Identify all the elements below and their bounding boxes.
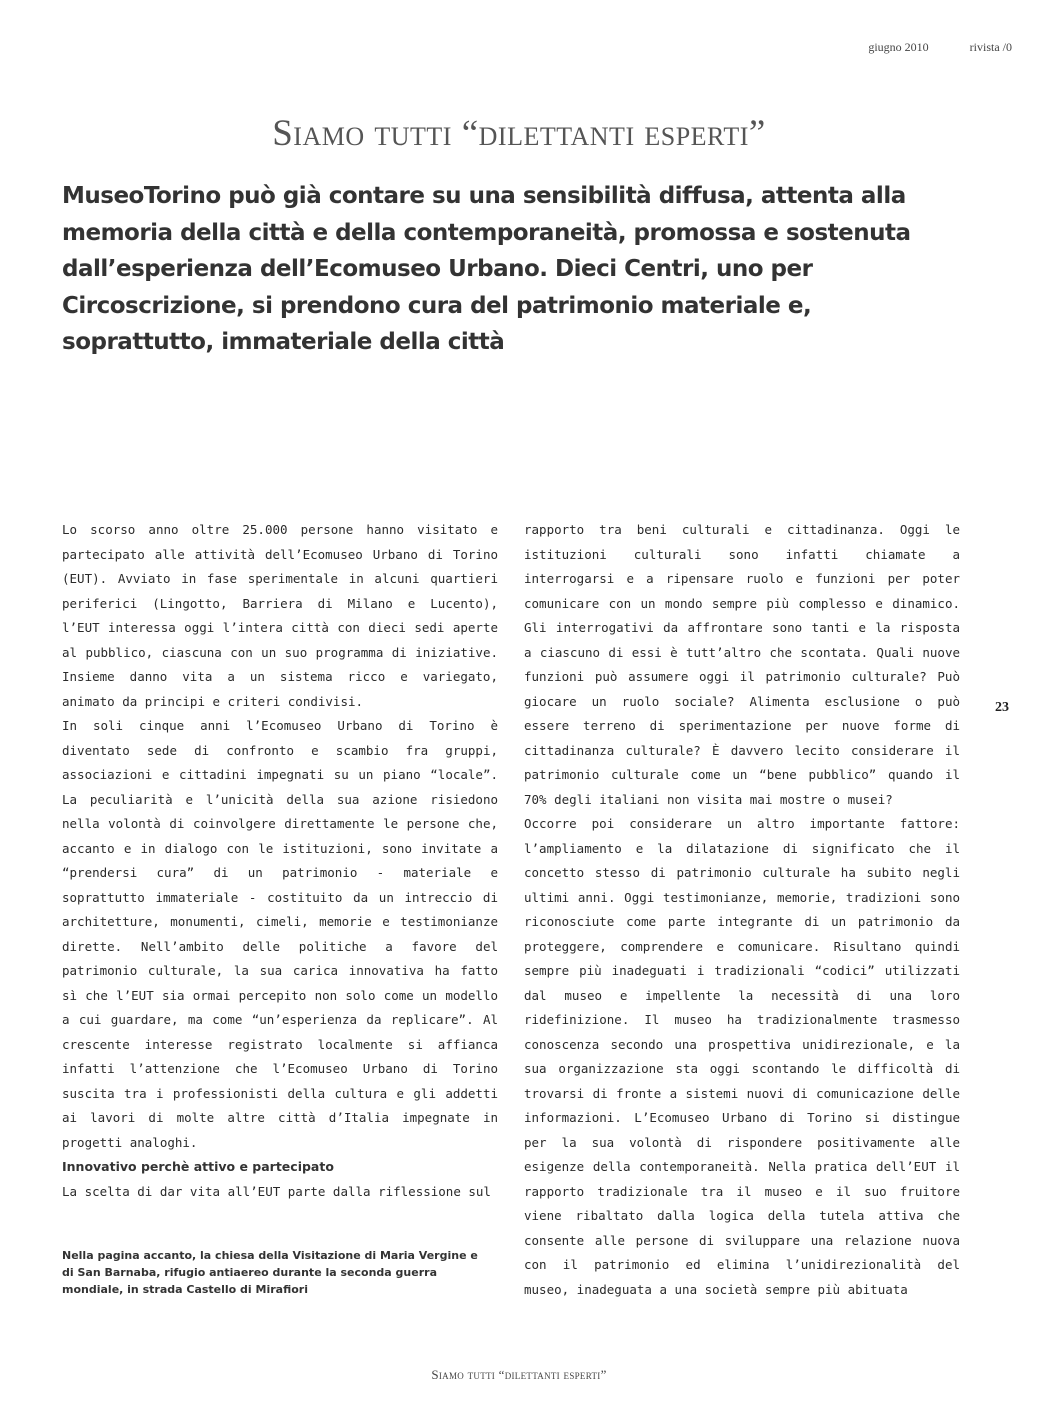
photo-caption: Nella pagina accanto, la chiesa della Visitazione di Maria Vergine e di San Barnaba, rifugio antiaereo durante la seconda guerra mondiale, in strada Castello di Mirafiori <box>62 1249 478 1296</box>
body-paragraph: La scelta di dar vita all’EUT parte dalla riflessione sul <box>62 1183 491 1199</box>
body-column-left <box>62 518 498 1204</box>
page-number: 23 <box>995 700 1009 715</box>
body-paragraph: Lo scorso anno oltre 25.000 persone hanno visitato e partecipato alle attività dell’Ecomuseo Urbano di Torino (EUT). Avviato in fase sperimentale in alcuni quartieri periferici (Lingotto, Barriera di Milano e Lucento), l’EUT interessa oggi l’intera città con dieci sedi aperte al pubblico, ciascuna con un suo programma di iniziative. Insieme danno vita a un sistema ricco e variegato, animato da principi e criteri condivisi. <box>62 522 498 709</box>
body-paragraph: In soli cinque anni l’Ecomuseo Urbano di Torino è diventato sede di confronto e scambio fra gruppi, associazioni e cittadini impegnati su un piano “locale”. La peculiarità e l’unicità della sua azione risiedono nella volontà di coinvolgere direttamente le persone che, accanto e in dialogo con le istituzioni, sono invitate a “prendersi cura” di un patrimonio - materiale e soprattutto immateriale - costituito da un intreccio di architetture, monumenti, cimeli, memorie e testimonianze dirette. Nell’ambito delle politiche a favore del patrimonio culturale, la sua carica innovativa ha fatto sì che l’EUT sia ormai percepito non solo come un modello a cui guardare, ma come “un’esperienza da replicare”. Al crescente interesse registrato localmente si affianca infatti l’attenzione che l’Ecomuseo Urbano di Torino suscita tra i professionisti della cultura e gli addetti ai lavori di molte altre città d’Italia impegnate in progetti analoghi. <box>62 718 498 1150</box>
issue-number: rivista /0 <box>969 40 1012 54</box>
running-footer: Siamo tutti “dilettanti esperti” <box>431 1367 607 1382</box>
issue-date: giugno 2010 <box>868 40 929 54</box>
page-header-meta <box>830 40 1012 55</box>
article-title: Siamo tutti “dilettanti esperti” <box>272 113 766 154</box>
section-subheading: Innovativo perchè attivo e partecipato <box>62 1159 334 1174</box>
body-column-right <box>524 518 960 1302</box>
body-paragraph: rapporto tra beni culturali e cittadinanza. Oggi le istituzioni culturali sono infatti chiamate a interrogarsi e a ripensare ruolo e funzioni per poter comunicare con un mondo sempre più complesso e dinamico. Gli interrogativi da affrontare sono tanti e la risposta a ciascuno di essi è tutt’altro che scontata. Quali nuove funzioni può assumere oggi il patrimonio culturale? Può giocare un ruolo sociale? Alimenta esclusione o può essere terreno di sperimentazione per nuove forme di cittadinanza culturale? È davvero lecito considerare il patrimonio culturale come un “bene pubblico” quando il 70% degli italiani non visita mai mostre o musei? <box>524 522 960 807</box>
article-lead: MuseoTorino può già contare su una sensibilità diffusa, attenta alla memoria della città e della contemporaneità, promossa e sostenuta dall’esperienza dell’Ecomuseo Urbano. Dieci Centri, uno per Circoscrizione, si prendono cura del patrimonio materiale e, soprattutto, immateriale della città <box>62 183 911 355</box>
body-paragraph: Occorre poi considerare un altro importante fattore: l’ampliamento e la dilatazione di significato che il concetto stesso di patrimonio culturale ha subito negli ultimi anni. Oggi testimonianze, memorie, tradizioni sono riconosciute come parte integrante di un patrimonio da proteggere, comprendere e comunicare. Risultano quindi sempre più inadeguati i tradizionali “codici” utilizzati dal museo e impellente la necessità di una loro ridefinizione. Il museo ha tradizionalmente trasmesso conoscenza secondo una prospettiva unidirezionale, e la sua organizzazione sta oggi scontando le difficoltà di trovarsi di fronte a sistemi nuovi di comunicazione delle informazioni. L’Ecomuseo Urbano di Torino si distingue per la sua volontà di rispondere positivamente alle esigenze della contemporaneità. Nella pratica dell’EUT il rapporto tradizionale tra il museo e il suo fruitore viene ribaltato dalla logica della tutela attiva che consente alle persone di sviluppare una relazione nuova con il patrimonio ed elimina l’unidirezionalità del museo, inadeguata a una società sempre più abituata <box>524 816 960 1297</box>
